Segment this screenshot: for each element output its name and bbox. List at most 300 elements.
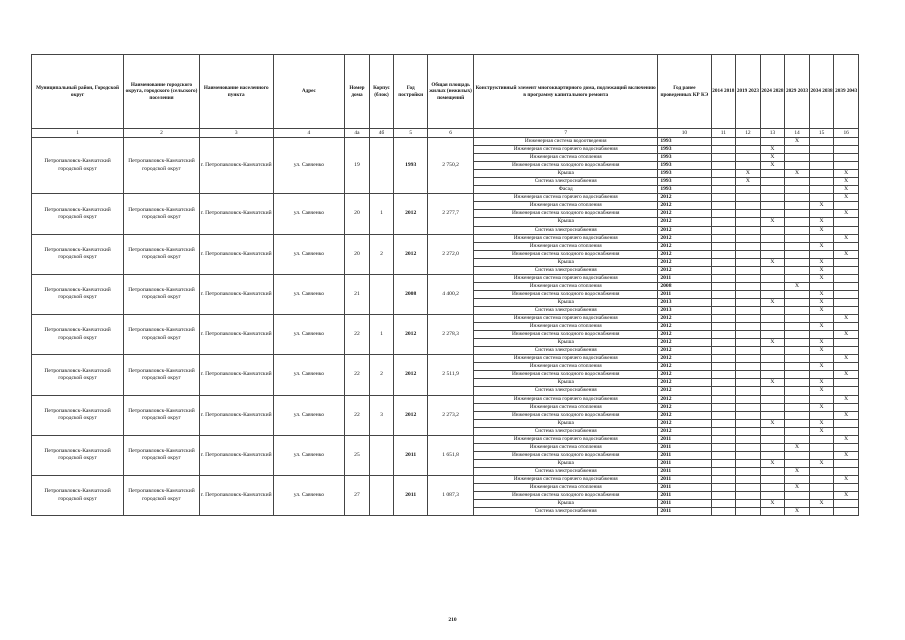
house-number-cell: 27 <box>345 475 370 515</box>
period-mark-cell <box>809 186 834 194</box>
period-mark-cell <box>809 315 834 323</box>
element-cell: Инженерная система холодного водоснабжения <box>474 371 658 379</box>
period-mark-cell <box>760 443 785 451</box>
period-mark-cell <box>809 178 834 186</box>
period-mark-cell <box>711 274 736 282</box>
col-number: 10 <box>658 129 711 138</box>
build-year-cell: 2011 <box>394 475 428 515</box>
period-mark-cell <box>736 347 761 355</box>
col-number: 5 <box>394 129 428 138</box>
area-cell: 2 277,7 <box>428 194 474 234</box>
period-mark-cell <box>834 427 859 435</box>
period-mark-cell: X <box>785 443 810 451</box>
period-mark-cell <box>809 331 834 339</box>
table-row <box>32 315 859 323</box>
period-mark-cell <box>711 186 736 194</box>
prev-repair-year-cell: 2012 <box>658 234 711 242</box>
period-mark-cell: X <box>785 138 810 146</box>
house-number-cell: 20 <box>345 234 370 274</box>
col-header: 2034 2038 <box>809 55 834 129</box>
period-mark-cell <box>785 242 810 250</box>
address-cell: ул. Савченко <box>273 435 345 475</box>
element-cell: Крыша <box>474 339 658 347</box>
table-row <box>32 355 859 363</box>
period-mark-cell <box>760 138 785 146</box>
period-mark-cell: X <box>760 258 785 266</box>
period-mark-cell <box>736 443 761 451</box>
period-mark-cell <box>736 492 761 500</box>
period-mark-cell <box>711 484 736 492</box>
period-mark-cell <box>711 492 736 500</box>
element-cell: Крыша <box>474 419 658 427</box>
period-mark-cell <box>736 475 761 483</box>
settlement-cell: Петропавловск-Камчатский городской округ <box>124 395 200 435</box>
period-mark-cell: X <box>809 323 834 331</box>
period-mark-cell <box>760 282 785 290</box>
col-number: 4а <box>345 129 370 138</box>
col-number: 14 <box>785 129 810 138</box>
period-mark-cell <box>760 202 785 210</box>
house-number-cell: 19 <box>345 138 370 194</box>
period-mark-cell: X <box>834 178 859 186</box>
period-mark-cell <box>736 379 761 387</box>
element-cell: Инженерная система отопления <box>474 323 658 331</box>
element-cell: Крыша <box>474 500 658 508</box>
period-mark-cell <box>834 138 859 146</box>
period-mark-cell <box>736 282 761 290</box>
period-mark-cell <box>736 459 761 467</box>
period-mark-cell <box>736 500 761 508</box>
element-cell: Инженерная система горячего водоснабжения <box>474 475 658 483</box>
period-mark-cell: X <box>834 170 859 178</box>
block-cell: 2 <box>369 234 394 274</box>
period-mark-cell <box>809 443 834 451</box>
period-mark-cell <box>760 347 785 355</box>
element-cell: Крыша <box>474 170 658 178</box>
prev-repair-year-cell: 2008 <box>658 282 711 290</box>
period-mark-cell <box>834 387 859 395</box>
element-cell: Инженерная система отопления <box>474 443 658 451</box>
period-mark-cell <box>809 234 834 242</box>
build-year-cell: 2012 <box>394 355 428 395</box>
period-mark-cell <box>711 339 736 347</box>
period-mark-cell <box>809 451 834 459</box>
period-mark-cell <box>809 138 834 146</box>
prev-repair-year-cell: 2011 <box>658 443 711 451</box>
table-row <box>32 475 859 483</box>
period-mark-cell: X <box>809 403 834 411</box>
period-mark-cell <box>711 387 736 395</box>
element-cell: Инженерная система отопления <box>474 403 658 411</box>
element-cell: Система электроснабжения <box>474 387 658 395</box>
settlement-cell: Петропавловск-Камчатский городской округ <box>124 138 200 194</box>
period-mark-cell: X <box>834 194 859 202</box>
period-mark-cell <box>760 226 785 234</box>
district-cell: Петропавловск-Камчатский городской округ <box>32 355 124 395</box>
period-mark-cell <box>711 154 736 162</box>
period-mark-cell <box>809 395 834 403</box>
period-mark-cell <box>834 154 859 162</box>
period-mark-cell: X <box>760 146 785 154</box>
period-mark-cell <box>711 355 736 363</box>
period-mark-cell <box>834 323 859 331</box>
period-mark-cell: X <box>760 298 785 306</box>
period-mark-cell <box>785 290 810 298</box>
element-cell: Крыша <box>474 218 658 226</box>
period-mark-cell <box>785 427 810 435</box>
period-mark-cell: X <box>834 451 859 459</box>
house-number-cell: 22 <box>345 395 370 435</box>
period-mark-cell <box>785 475 810 483</box>
period-mark-cell <box>785 435 810 443</box>
period-mark-cell <box>711 363 736 371</box>
period-mark-cell <box>785 210 810 218</box>
period-mark-cell: X <box>834 395 859 403</box>
prev-repair-year-cell: 2011 <box>658 500 711 508</box>
col-number: 4 <box>273 129 345 138</box>
col-header: Наименование городского округа, городского (сельского) поселения <box>124 55 200 129</box>
period-mark-cell: X <box>834 475 859 483</box>
period-mark-cell <box>760 170 785 178</box>
col-header: 2029 2033 <box>785 55 810 129</box>
period-mark-cell <box>809 282 834 290</box>
period-mark-cell: X <box>809 266 834 274</box>
area-cell: 2 272,0 <box>428 234 474 274</box>
period-mark-cell <box>736 363 761 371</box>
period-mark-cell <box>785 162 810 170</box>
period-mark-cell <box>711 403 736 411</box>
period-mark-cell <box>785 186 810 194</box>
period-mark-cell <box>711 298 736 306</box>
period-mark-cell: X <box>809 306 834 314</box>
period-mark-cell <box>760 242 785 250</box>
area-cell: 2 273,2 <box>428 395 474 435</box>
period-mark-cell <box>711 315 736 323</box>
prev-repair-year-cell: 1993 <box>658 170 711 178</box>
period-mark-cell <box>711 435 736 443</box>
period-mark-cell <box>711 202 736 210</box>
col-header: Наименование населенного пункта <box>199 55 273 129</box>
element-cell: Система электроснабжения <box>474 427 658 435</box>
period-mark-cell <box>834 363 859 371</box>
locality-cell: г. Петропавловск-Камчатский <box>199 355 273 395</box>
prev-repair-year-cell: 2012 <box>658 242 711 250</box>
period-mark-cell <box>736 387 761 395</box>
period-mark-cell: X <box>834 315 859 323</box>
period-mark-cell <box>711 323 736 331</box>
period-mark-cell <box>785 154 810 162</box>
element-cell: Система электроснабжения <box>474 226 658 234</box>
prev-repair-year-cell: 2011 <box>658 290 711 298</box>
period-mark-cell <box>834 258 859 266</box>
period-mark-cell <box>785 492 810 500</box>
element-cell: Инженерная система отопления <box>474 202 658 210</box>
period-mark-cell <box>785 371 810 379</box>
period-mark-cell <box>809 194 834 202</box>
period-mark-cell <box>834 306 859 314</box>
element-cell: Система электроснабжения <box>474 508 658 516</box>
period-mark-cell: X <box>809 419 834 427</box>
period-mark-cell: X <box>760 339 785 347</box>
table-row <box>32 274 859 282</box>
district-cell: Петропавловск-Камчатский городской округ <box>32 234 124 274</box>
settlement-cell: Петропавловск-Камчатский городской округ <box>124 194 200 234</box>
period-mark-cell <box>809 508 834 516</box>
element-cell: Инженерная система отопления <box>474 242 658 250</box>
period-mark-cell <box>736 210 761 218</box>
period-mark-cell <box>760 492 785 500</box>
period-mark-cell <box>736 508 761 516</box>
prev-repair-year-cell: 2012 <box>658 258 711 266</box>
period-mark-cell <box>711 347 736 355</box>
period-mark-cell <box>760 323 785 331</box>
element-cell: Инженерная система отопления <box>474 363 658 371</box>
prev-repair-year-cell: 2012 <box>658 355 711 363</box>
period-mark-cell <box>736 242 761 250</box>
element-cell: Инженерная система горячего водоснабжения <box>474 146 658 154</box>
col-header: 2039 2043 <box>834 55 859 129</box>
period-mark-cell <box>711 138 736 146</box>
element-cell: Инженерная система холодного водоснабжения <box>474 492 658 500</box>
period-mark-cell <box>760 484 785 492</box>
col-header: 2024 2028 <box>760 55 785 129</box>
period-mark-cell <box>711 371 736 379</box>
element-cell: Инженерная система отопления <box>474 484 658 492</box>
period-mark-cell <box>785 355 810 363</box>
period-mark-cell <box>711 419 736 427</box>
prev-repair-year-cell: 2012 <box>658 331 711 339</box>
period-mark-cell <box>834 443 859 451</box>
period-mark-cell <box>736 484 761 492</box>
prev-repair-year-cell: 2012 <box>658 347 711 355</box>
period-mark-cell <box>736 138 761 146</box>
area-cell: 2 511,9 <box>428 355 474 395</box>
period-mark-cell <box>834 218 859 226</box>
col-number: 3 <box>199 129 273 138</box>
period-mark-cell <box>736 451 761 459</box>
period-mark-cell <box>834 162 859 170</box>
address-cell: ул. Савченко <box>273 315 345 355</box>
build-year-cell: 2012 <box>394 395 428 435</box>
period-mark-cell: X <box>760 500 785 508</box>
period-mark-cell <box>736 371 761 379</box>
block-cell: 1 <box>369 315 394 355</box>
capital-repair-table <box>31 54 859 516</box>
period-mark-cell <box>736 194 761 202</box>
locality-cell: г. Петропавловск-Камчатский <box>199 315 273 355</box>
period-mark-cell <box>834 146 859 154</box>
period-mark-cell: X <box>809 363 834 371</box>
element-cell: Инженерная система холодного водоснабжения <box>474 290 658 298</box>
settlement-cell: Петропавловск-Камчатский городской округ <box>124 355 200 395</box>
period-mark-cell: X <box>785 170 810 178</box>
table-body <box>32 138 859 516</box>
period-mark-cell <box>760 250 785 258</box>
period-mark-cell <box>760 306 785 314</box>
period-mark-cell <box>809 484 834 492</box>
prev-repair-year-cell: 2012 <box>658 218 711 226</box>
prev-repair-year-cell: 2012 <box>658 266 711 274</box>
col-number: 15 <box>809 129 834 138</box>
period-mark-cell <box>736 146 761 154</box>
address-cell: ул. Савченко <box>273 274 345 314</box>
block-cell <box>369 274 394 314</box>
period-mark-cell <box>760 467 785 475</box>
col-header: Конструктивный элемент многоквартирного дома, подлежащий включению в программу капитального ремонта <box>474 55 658 129</box>
element-cell: Система электроснабжения <box>474 306 658 314</box>
period-mark-cell <box>834 403 859 411</box>
address-cell: ул. Савченко <box>273 138 345 194</box>
col-number: 13 <box>760 129 785 138</box>
period-mark-cell <box>760 210 785 218</box>
period-mark-cell <box>711 306 736 314</box>
period-mark-cell: X <box>760 379 785 387</box>
period-mark-cell: X <box>785 282 810 290</box>
period-mark-cell <box>736 162 761 170</box>
period-mark-cell <box>785 178 810 186</box>
period-mark-cell <box>760 427 785 435</box>
period-mark-cell <box>760 266 785 274</box>
prev-repair-year-cell: 2013 <box>658 298 711 306</box>
prev-repair-year-cell: 2012 <box>658 250 711 258</box>
prev-repair-year-cell: 2012 <box>658 339 711 347</box>
period-mark-cell: X <box>809 459 834 467</box>
element-cell: Крыша <box>474 298 658 306</box>
period-mark-cell <box>760 403 785 411</box>
col-number: 1 <box>32 129 124 138</box>
period-mark-cell <box>785 500 810 508</box>
period-mark-cell <box>809 154 834 162</box>
area-cell: 4 400,2 <box>428 274 474 314</box>
period-mark-cell <box>785 226 810 234</box>
prev-repair-year-cell: 1993 <box>658 178 711 186</box>
area-cell: 2 278,3 <box>428 315 474 355</box>
element-cell: Инженерная система горячего водоснабжения <box>474 315 658 323</box>
period-mark-cell <box>785 403 810 411</box>
period-mark-cell <box>785 146 810 154</box>
prev-repair-year-cell: 1993 <box>658 146 711 154</box>
period-mark-cell <box>760 355 785 363</box>
block-cell <box>369 475 394 515</box>
block-cell: 3 <box>369 395 394 435</box>
prev-repair-year-cell: 1993 <box>658 186 711 194</box>
prev-repair-year-cell: 2012 <box>658 363 711 371</box>
period-mark-cell <box>834 419 859 427</box>
period-mark-cell <box>785 306 810 314</box>
col-header: 2019 2023 <box>736 55 761 129</box>
period-mark-cell <box>736 226 761 234</box>
period-mark-cell: X <box>760 218 785 226</box>
col-header: Год ранее проведенных КР КЭ <box>658 55 711 129</box>
period-mark-cell: X <box>760 154 785 162</box>
area-cell: 1 651,8 <box>428 435 474 475</box>
col-header: 2014 2018 <box>711 55 736 129</box>
element-cell: Инженерная система горячего водоснабжения <box>474 274 658 282</box>
build-year-cell: 2012 <box>394 194 428 234</box>
period-mark-cell <box>736 218 761 226</box>
period-mark-cell <box>711 218 736 226</box>
prev-repair-year-cell: 2012 <box>658 210 711 218</box>
period-mark-cell: X <box>809 427 834 435</box>
settlement-cell: Петропавловск-Камчатский городской округ <box>124 435 200 475</box>
address-cell: ул. Савченко <box>273 475 345 515</box>
period-mark-cell <box>711 250 736 258</box>
period-mark-cell: X <box>834 331 859 339</box>
table-row <box>32 435 859 443</box>
period-mark-cell: X <box>809 226 834 234</box>
period-mark-cell <box>760 178 785 186</box>
period-mark-cell <box>809 492 834 500</box>
period-mark-cell <box>711 331 736 339</box>
build-year-cell: 2012 <box>394 234 428 274</box>
period-mark-cell <box>711 258 736 266</box>
period-mark-cell <box>760 451 785 459</box>
period-mark-cell <box>760 234 785 242</box>
block-cell: 1 <box>369 194 394 234</box>
locality-cell: г. Петропавловск-Камчатский <box>199 395 273 435</box>
period-mark-cell: X <box>785 467 810 475</box>
period-mark-cell: X <box>785 508 810 516</box>
element-cell: Инженерная система холодного водоснабжения <box>474 162 658 170</box>
element-cell: Инженерная система горячего водоснабжения <box>474 194 658 202</box>
element-cell: Система электроснабжения <box>474 347 658 355</box>
area-cell: 1 087,3 <box>428 475 474 515</box>
settlement-cell: Петропавловск-Камчатский городской округ <box>124 234 200 274</box>
period-mark-cell <box>711 475 736 483</box>
area-cell: 2 750,2 <box>428 138 474 194</box>
period-mark-cell <box>809 210 834 218</box>
period-mark-cell <box>809 475 834 483</box>
element-cell: Инженерная система горячего водоснабжения <box>474 355 658 363</box>
period-mark-cell <box>736 234 761 242</box>
period-mark-cell <box>785 451 810 459</box>
block-cell <box>369 435 394 475</box>
period-mark-cell <box>834 459 859 467</box>
period-mark-cell <box>760 274 785 282</box>
prev-repair-year-cell: 2012 <box>658 202 711 210</box>
period-mark-cell <box>760 194 785 202</box>
locality-cell: г. Петропавловск-Камчатский <box>199 475 273 515</box>
period-mark-cell <box>785 347 810 355</box>
col-number: 6 <box>428 129 474 138</box>
col-header: Муниципальный район, Городской округ <box>32 55 124 129</box>
block-cell <box>369 138 394 194</box>
period-mark-cell <box>785 331 810 339</box>
period-mark-cell: X <box>809 379 834 387</box>
locality-cell: г. Петропавловск-Камчатский <box>199 274 273 314</box>
address-cell: ул. Савченко <box>273 234 345 274</box>
period-mark-cell <box>834 379 859 387</box>
period-mark-cell: X <box>834 250 859 258</box>
period-mark-cell <box>711 451 736 459</box>
house-number-cell: 22 <box>345 355 370 395</box>
element-cell: Инженерная система холодного водоснабжения <box>474 411 658 419</box>
period-mark-cell <box>736 154 761 162</box>
period-mark-cell <box>760 508 785 516</box>
period-mark-cell: X <box>760 459 785 467</box>
period-mark-cell <box>760 475 785 483</box>
period-mark-cell <box>736 395 761 403</box>
district-cell: Петропавловск-Камчатский городской округ <box>32 274 124 314</box>
period-mark-cell <box>760 363 785 371</box>
col-header: Корпус (блок) <box>369 55 394 129</box>
period-mark-cell <box>736 403 761 411</box>
period-mark-cell: X <box>834 186 859 194</box>
prev-repair-year-cell: 2011 <box>658 492 711 500</box>
address-cell: ул. Савченко <box>273 355 345 395</box>
period-mark-cell <box>785 363 810 371</box>
district-cell: Петропавловск-Камчатский городской округ <box>32 475 124 515</box>
